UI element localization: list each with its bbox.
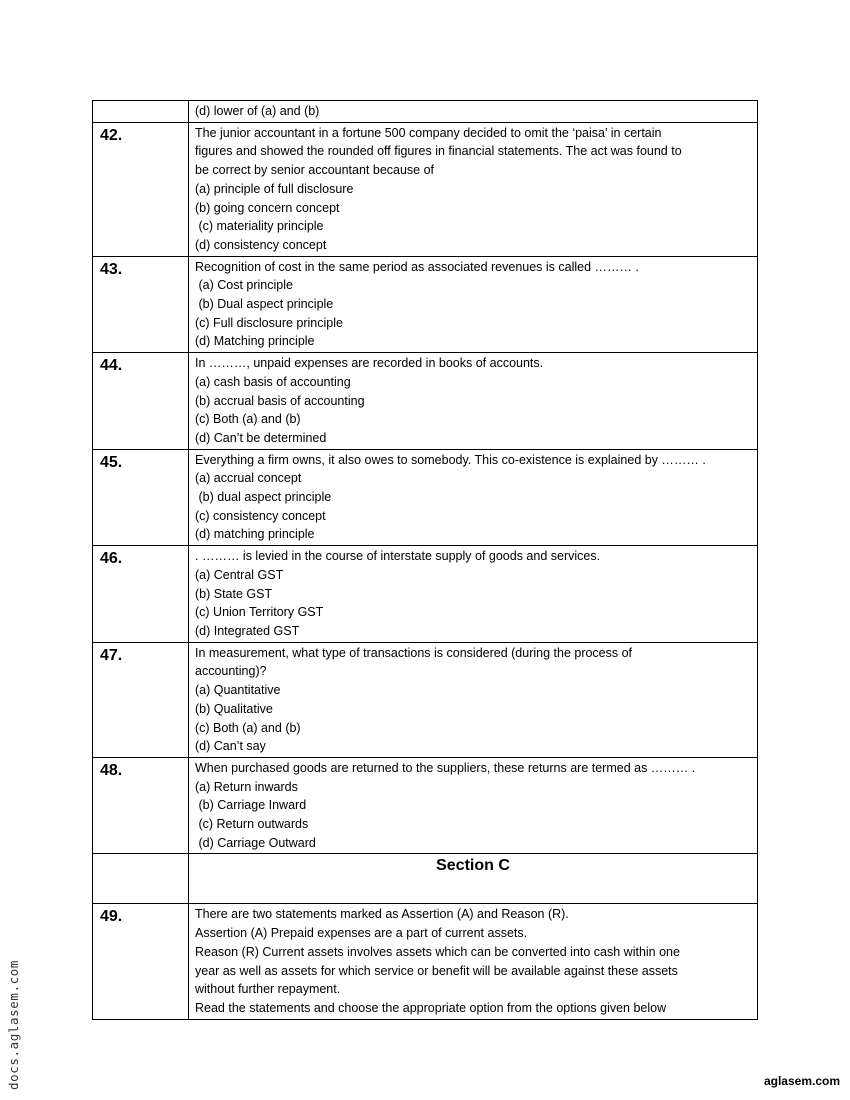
question-stem-line: In ………, unpaid expenses are recorded in books of accounts.	[195, 356, 544, 371]
question-number: 47.	[93, 642, 189, 757]
question-line: Read the statements and choose the appropriate option from the options given below	[195, 1000, 667, 1015]
question-line: (c) Both (a) and (b)	[195, 720, 301, 735]
question-line: (a) accrual concept	[195, 471, 302, 486]
table-row	[93, 353, 758, 450]
question-line: (b) Dual aspect principle	[195, 297, 334, 312]
question-line: (a) Quantitative	[195, 683, 281, 698]
question-line: (d) matching principle	[195, 527, 315, 542]
question-table	[92, 100, 758, 1020]
question-line: (d) Integrated GST	[195, 623, 300, 638]
question-line: (d) consistency concept	[195, 237, 327, 252]
table-row	[93, 546, 758, 643]
question-line: Reason (R) Current assets involves assets which can be converted into cash within one	[195, 944, 680, 959]
question-number: 43.	[93, 256, 189, 353]
question-line: (c) Return outwards	[195, 817, 309, 832]
question-line: Assertion (A) Prepaid expenses are a part of current assets.	[195, 926, 528, 941]
question-text-cell	[189, 904, 758, 1019]
question-number: 49.	[93, 904, 189, 1019]
table-row	[93, 642, 758, 757]
question-number: 44.	[93, 353, 189, 450]
question-stem-line: When purchased goods are returned to the suppliers, these returns are termed as ……… .	[195, 760, 696, 775]
question-line: (d) Matching principle	[195, 334, 315, 349]
question-line: (a) Cost principle	[195, 278, 293, 293]
footer-brand: aglasem.com	[763, 1074, 840, 1088]
question-line: year as well as assets for which service or benefit will be available against these assets	[195, 963, 678, 978]
question-line: (a) cash basis of accounting	[195, 374, 351, 389]
question-line: (b) Qualitative	[195, 701, 273, 716]
question-line: (b) accrual basis of accounting	[195, 393, 365, 408]
question-text-cell	[189, 642, 758, 757]
question-line: (b) Carriage Inward	[195, 798, 307, 813]
question-line: (d) Can’t be determined	[195, 430, 327, 445]
table-row	[93, 256, 758, 353]
question-line: (a) principle of full disclosure	[195, 181, 354, 196]
question-text-cell	[189, 757, 758, 854]
empty-cell	[93, 854, 189, 904]
question-text-cell	[189, 546, 758, 643]
question-stem-line: In measurement, what type of transactions is considered (during the process of	[195, 645, 633, 660]
question-line: (d) Carriage Outward	[195, 835, 316, 850]
question-line: (a) Return inwards	[195, 779, 298, 794]
question-text-cell	[189, 353, 758, 450]
question-line: (b) dual aspect principle	[195, 490, 332, 505]
question-line: (c) materiality principle	[195, 219, 324, 234]
question-stem-line: There are two statements marked as Assertion (A) and Reason (R).	[195, 907, 569, 922]
question-number: 42.	[93, 122, 189, 256]
question-number-cell	[93, 101, 189, 123]
question-table-body	[93, 101, 758, 1020]
question-number: 45.	[93, 449, 189, 546]
question-line: (c) Full disclosure principle	[195, 315, 343, 330]
question-line: without further repayment.	[195, 982, 341, 997]
question-line: (d) Can’t say	[195, 739, 266, 754]
question-line: (c) Union Territory GST	[195, 605, 324, 620]
table-row	[93, 904, 758, 1019]
question-text-cell	[189, 449, 758, 546]
question-line: (c) consistency concept	[195, 508, 326, 523]
question-line: be correct by senior accountant because of	[195, 163, 435, 178]
question-stem-line: Recognition of cost in the same period as associated revenues is called ……… .	[195, 259, 639, 274]
table-row	[93, 122, 758, 256]
question-text-cell	[189, 122, 758, 256]
question-stem-line: . ……… is levied in the course of interstate supply of goods and services.	[195, 549, 601, 564]
question-line: (b) State GST	[195, 586, 273, 601]
table-row	[93, 757, 758, 854]
watermark-text: docs.aglasem.com	[6, 959, 21, 1090]
question-line: (b) going concern concept	[195, 200, 340, 215]
question-number: 48.	[93, 757, 189, 854]
table-row	[93, 101, 758, 123]
question-text-cell	[189, 256, 758, 353]
question-line: figures and showed the rounded off figures in financial statements. The act was found to	[195, 144, 682, 159]
section-title: Section C	[189, 854, 758, 904]
question-text-cell	[189, 101, 758, 123]
question-line: (c) Both (a) and (b)	[195, 412, 301, 427]
question-stem-line: The junior accountant in a fortune 500 company decided to omit the ‘paisa’ in certain	[195, 125, 662, 140]
section-header-row	[93, 854, 758, 904]
question-line: (a) Central GST	[195, 567, 284, 582]
option-line: (d) lower of (a) and (b)	[195, 104, 320, 118]
question-number: 46.	[93, 546, 189, 643]
table-row	[93, 449, 758, 546]
question-stem-line: Everything a firm owns, it also owes to somebody. This co-existence is explained by ……… .	[195, 452, 706, 467]
question-line: accounting)?	[195, 664, 267, 679]
